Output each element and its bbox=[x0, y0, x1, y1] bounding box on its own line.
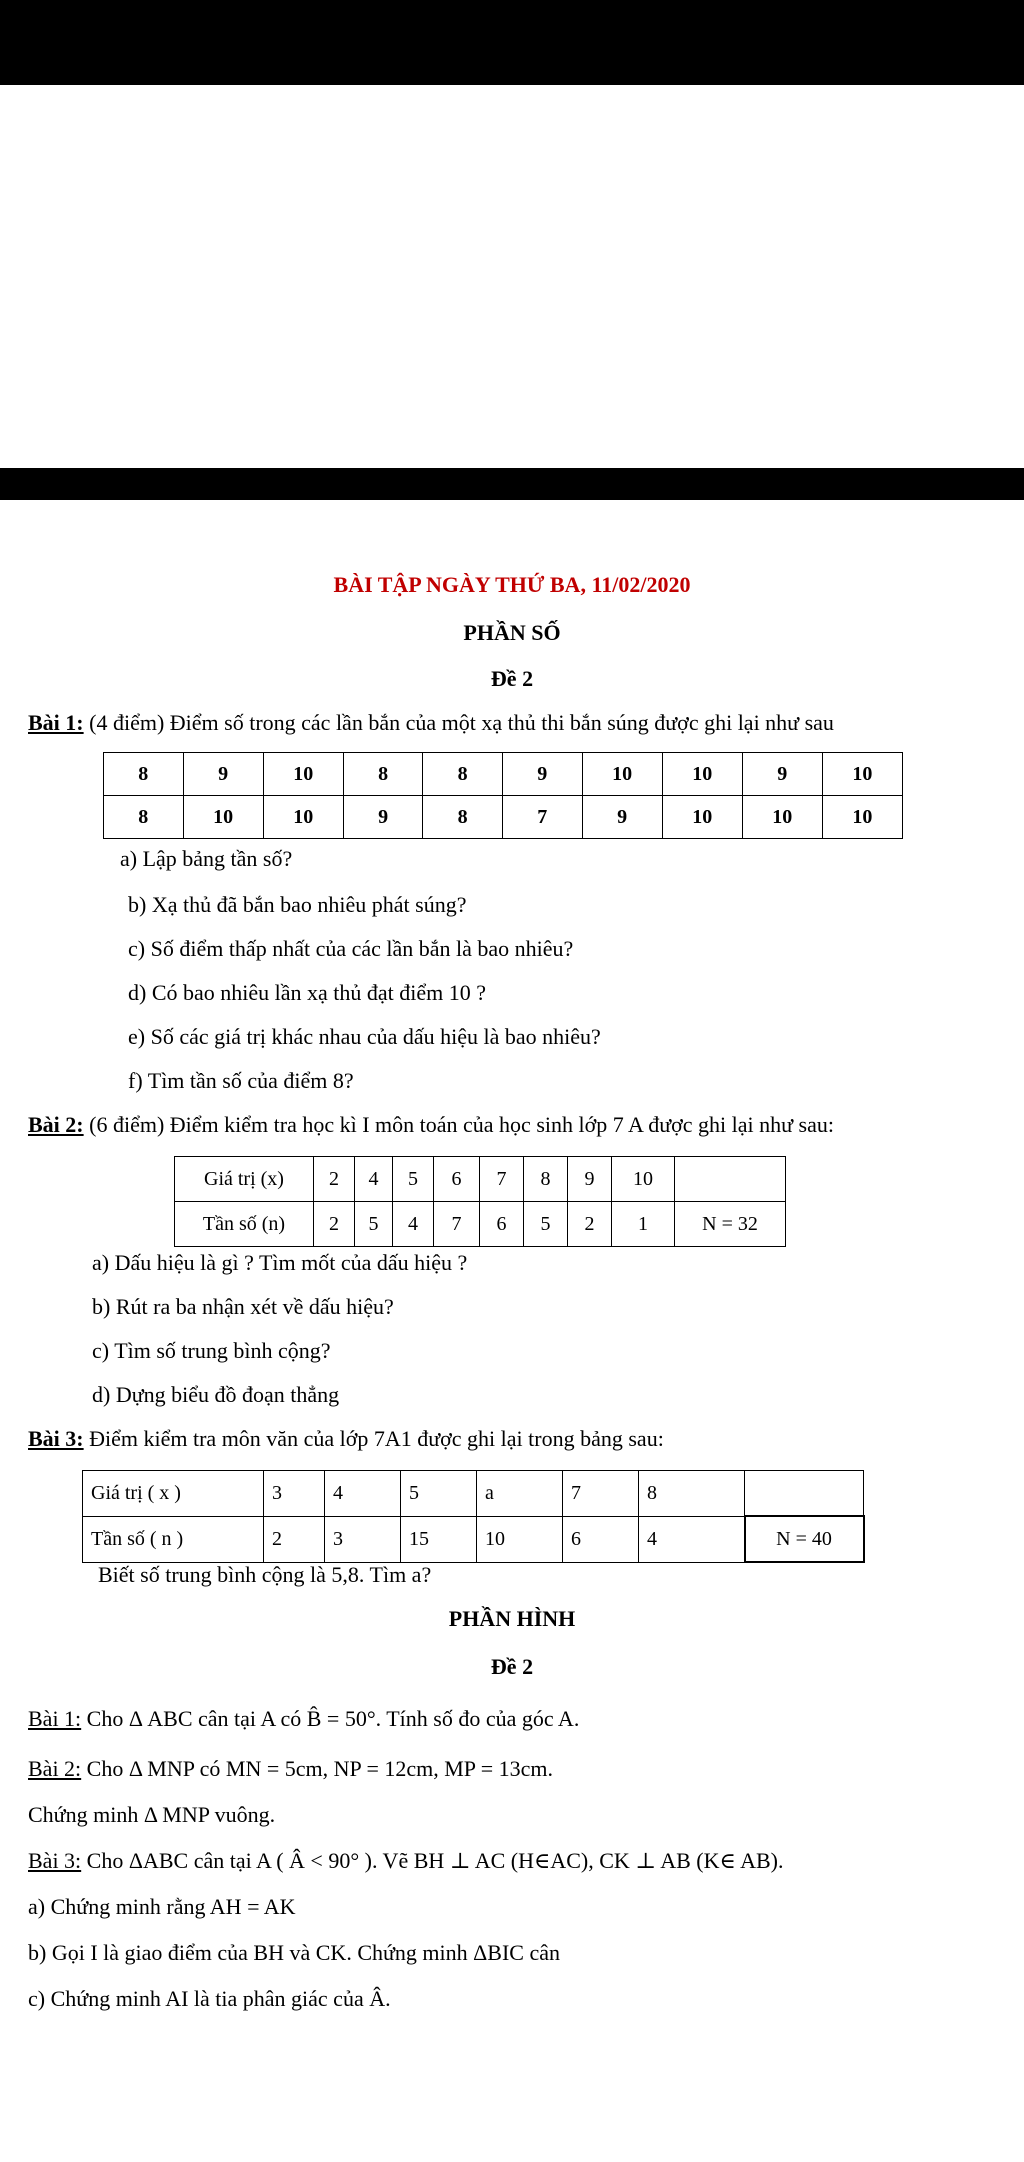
cell: 9 bbox=[582, 796, 662, 839]
bai1-question-e: e) Số các giá trị khác nhau của dấu hiệu là bao nhiêu? bbox=[128, 1024, 601, 1049]
cell: 4 bbox=[325, 1471, 401, 1517]
hinh-bai3-text: Cho ΔABC cân tại A ( Â < 90° ). Vẽ BH ⊥ AC (H∈AC), CK ⊥ AB (K∈ AB). bbox=[81, 1848, 784, 1873]
bai1-intro bbox=[28, 710, 834, 736]
section-heading-so: PHẦN SỐ bbox=[463, 620, 561, 645]
bai1-score-table bbox=[103, 752, 903, 839]
cell: 15 bbox=[401, 1516, 477, 1562]
cell: 2 bbox=[314, 1157, 355, 1202]
bai2-intro bbox=[28, 1112, 834, 1138]
cell: 9 bbox=[568, 1157, 612, 1202]
bai2-question-c: c) Tìm số trung bình cộng? bbox=[92, 1338, 331, 1363]
cell: 7 bbox=[563, 1471, 639, 1517]
bai3-note: Biết số trung bình cộng là 5,8. Tìm a? bbox=[98, 1562, 432, 1587]
table-row bbox=[175, 1202, 786, 1247]
bai2-question-d: d) Dựng biểu đồ đoạn thẳng bbox=[92, 1382, 340, 1407]
cell: Giá trị ( x ) bbox=[83, 1471, 264, 1517]
table-row bbox=[83, 1471, 864, 1517]
cell: 10 bbox=[477, 1516, 563, 1562]
cell: 4 bbox=[393, 1202, 434, 1247]
cell: 8 bbox=[104, 753, 184, 796]
cell: 8 bbox=[423, 753, 503, 796]
bai2-intro-text: (6 điểm) Điểm kiểm tra học kì I môn toán của học sinh lớp 7 A được ghi lại như sau: bbox=[83, 1112, 834, 1137]
cell: 9 bbox=[183, 753, 263, 796]
middle-black-bar bbox=[0, 468, 1024, 500]
bai3-intro bbox=[28, 1426, 664, 1452]
bai2-label: Bài 2: bbox=[28, 1112, 84, 1137]
hinh-bai2-line2: Chứng minh Δ MNP vuông. bbox=[28, 1802, 276, 1827]
bai3-frequency-table bbox=[82, 1470, 865, 1563]
section-heading-hinh: PHẦN HÌNH bbox=[448, 1606, 576, 1631]
cell: 8 bbox=[423, 796, 503, 839]
hinh-de-heading: Đề 2 bbox=[490, 1654, 534, 1679]
bai1-question-a: a) Lập bảng tần số? bbox=[120, 846, 293, 871]
cell: 10 bbox=[612, 1157, 675, 1202]
cell: N = 32 bbox=[675, 1202, 786, 1247]
bai3-label: Bài 3: bbox=[28, 1426, 84, 1451]
hinh-bai2-label: Bài 2: bbox=[28, 1756, 82, 1781]
cell: 9 bbox=[343, 796, 423, 839]
hinh-bai3 bbox=[28, 1848, 783, 1874]
bai2-frequency-table bbox=[174, 1156, 786, 1247]
cell: 7 bbox=[434, 1202, 480, 1247]
bai1-question-c: c) Số điểm thấp nhất của các lần bắn là bao nhiêu? bbox=[128, 936, 574, 961]
cell: 10 bbox=[582, 753, 662, 796]
cell: 8 bbox=[524, 1157, 568, 1202]
cell: 10 bbox=[263, 796, 343, 839]
cell: 7 bbox=[480, 1157, 524, 1202]
bai1-question-f: f) Tìm tần số của điểm 8? bbox=[128, 1068, 354, 1093]
table-row bbox=[83, 1516, 864, 1562]
bai1-question-d: d) Có bao nhiêu lần xạ thủ đạt điểm 10 ? bbox=[128, 980, 487, 1005]
hinh-bai1-label: Bài 1: bbox=[28, 1706, 82, 1731]
hinh-bai1 bbox=[28, 1706, 579, 1732]
cell bbox=[745, 1471, 864, 1517]
cell: 10 bbox=[183, 796, 263, 839]
cell: 2 bbox=[314, 1202, 355, 1247]
bai3-intro-text: Điểm kiểm tra môn văn của lớp 7A1 được ghi lại trong bảng sau: bbox=[83, 1426, 664, 1451]
cell: 5 bbox=[401, 1471, 477, 1517]
cell: a bbox=[477, 1471, 563, 1517]
cell bbox=[675, 1157, 786, 1202]
cell: 10 bbox=[662, 753, 742, 796]
hinh-bai1-text: Cho Δ ABC cân tại A có B̂ = 50°. Tính số đo của góc A. bbox=[81, 1706, 580, 1731]
bai1-intro-text: (4 điểm) Điểm số trong các lần bắn của một xạ thủ thi bắn súng được ghi lại như sau bbox=[83, 710, 834, 735]
cell: 10 bbox=[263, 753, 343, 796]
cell: N = 40 bbox=[745, 1516, 864, 1562]
hinh-bai3-b: b) Gọi I là giao điểm của BH và CK. Chứng minh ΔBIC cân bbox=[28, 1940, 560, 1965]
cell: 1 bbox=[612, 1202, 675, 1247]
cell: 5 bbox=[355, 1202, 393, 1247]
cell: 6 bbox=[480, 1202, 524, 1247]
cell: 4 bbox=[355, 1157, 393, 1202]
page-title: BÀI TẬP NGÀY THỨ BA, 11/02/2020 bbox=[333, 572, 691, 597]
cell: 8 bbox=[639, 1471, 745, 1517]
cell: 8 bbox=[104, 796, 184, 839]
cell: 8 bbox=[343, 753, 423, 796]
cell: 4 bbox=[639, 1516, 745, 1562]
table-row bbox=[104, 796, 903, 839]
de-heading: Đề 2 bbox=[490, 666, 534, 691]
hinh-bai3-a: a) Chứng minh rằng AH = AK bbox=[28, 1894, 296, 1919]
cell: 3 bbox=[325, 1516, 401, 1562]
cell: 3 bbox=[264, 1471, 325, 1517]
cell: 7 bbox=[502, 796, 582, 839]
cell: 6 bbox=[563, 1516, 639, 1562]
cell: 2 bbox=[568, 1202, 612, 1247]
hinh-bai2 bbox=[28, 1756, 553, 1782]
cell: 10 bbox=[742, 796, 822, 839]
cell: 9 bbox=[742, 753, 822, 796]
top-black-bar bbox=[0, 0, 1024, 85]
cell: 10 bbox=[822, 796, 902, 839]
cell: 6 bbox=[434, 1157, 480, 1202]
table-row bbox=[104, 753, 903, 796]
hinh-bai3-label: Bài 3: bbox=[28, 1848, 82, 1873]
cell: Tần số (n) bbox=[175, 1202, 314, 1247]
bai2-question-b: b) Rút ra ba nhận xét về dấu hiệu? bbox=[92, 1294, 394, 1319]
cell: 10 bbox=[662, 796, 742, 839]
cell: 10 bbox=[822, 753, 902, 796]
table-row bbox=[175, 1157, 786, 1202]
hinh-bai2-text: Cho Δ MNP có MN = 5cm, NP = 12cm, MP = 13cm. bbox=[81, 1756, 554, 1781]
bai1-question-b: b) Xạ thủ đã bắn bao nhiêu phát súng? bbox=[128, 892, 467, 917]
cell: Giá trị (x) bbox=[175, 1157, 314, 1202]
bai1-label: Bài 1: bbox=[28, 710, 84, 735]
hinh-bai3-c: c) Chứng minh AI là tia phân giác của Â. bbox=[28, 1986, 391, 2011]
bai2-question-a: a) Dấu hiệu là gì ? Tìm mốt của dấu hiệu ? bbox=[92, 1250, 468, 1275]
cell: Tần số ( n ) bbox=[83, 1516, 264, 1562]
cell: 9 bbox=[502, 753, 582, 796]
cell: 5 bbox=[524, 1202, 568, 1247]
cell: 2 bbox=[264, 1516, 325, 1562]
cell: 5 bbox=[393, 1157, 434, 1202]
